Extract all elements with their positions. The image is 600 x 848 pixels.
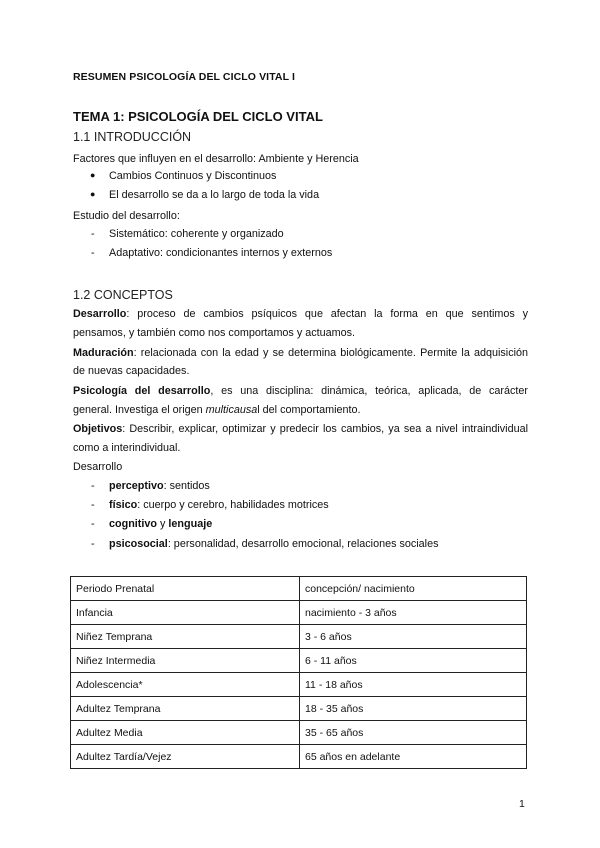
page-number: 1: [519, 798, 525, 810]
table-row: Niñez Temprana 3 - 6 años: [71, 625, 527, 649]
bullet-icon: ●: [90, 170, 96, 180]
section-heading-conceptos: 1.2 CONCEPTOS: [73, 288, 173, 302]
dash-marker: -: [91, 247, 95, 259]
tema-title: TEMA 1: PSICOLOGÍA DEL CICLO VITAL: [73, 109, 323, 124]
psicologia-definition-line2: general. Investiga el origen multicausal del comportamiento.: [73, 404, 361, 416]
section-heading-introduccion: 1.1 INTRODUCCIÓN: [73, 130, 192, 144]
dash-marker: -: [91, 518, 95, 530]
maduracion-definition-line1: Maduración: relacionada con la edad y se determina biológicamente. Permite la adquisición: [73, 347, 528, 359]
objetivos-definition-line2: como a interindividual.: [73, 442, 181, 454]
desarrollo-definition-line1: Desarrollo: proceso de cambios psíquicos que afectan la forma en que sentimos y: [73, 308, 528, 320]
objetivos-definition-line1: Objetivos: Describir, explicar, optimizar y predecir los cambios, ya sea a nivel intraindividual: [73, 423, 528, 435]
dash-marker: -: [91, 499, 95, 511]
bullet-icon: ●: [90, 189, 96, 199]
desarrollo-definition-line2: pensamos, y también como nos comportamos y actuamos.: [73, 327, 356, 339]
table-row: Periodo Prenatal concepción/ nacimiento: [71, 577, 527, 601]
table-row: Adultez Tardía/Vejez 65 años en adelante: [71, 745, 527, 769]
document-page: RESUMEN PSICOLOGÍA DEL CICLO VITAL I TEMA 1: PSICOLOGÍA DEL CICLO VITAL 1.1 INTRODUCCIÓN Factores que influyen en el desarrollo: Ambiente y Herencia ● Cambios Continuos y Discontinuos ● El desarrollo se da a lo largo de toda la vida Estudio del desarrollo: - Sistemático: coherente y organizado - Adaptativo: condicionantes internos y externos 1.2 CONCEPTOS Desarrollo: proceso de cambios psíquicos que afectan la forma en que sentimos y pensamos, y también como nos comportamos y actuamos. Maduración: relacionada con la edad y se determina biológicamente. Permite la adquisición de nuevas capacidades. Psicología del desarrollo, es una disciplina: dinámica, teórica, aplicada, de carácter general. Investiga el origen multicausal del comportamiento. Objetivos: Describir, explicar, optimizar y predecir los cambios, ya sea a nivel intraindividual como a interindividual. Desarrollo - perceptivo: sentidos - físico: cuerpo y cerebro, habilidades motrices - cognitivo y lenguaje - psicosocial: personalidad, desarrollo emocional, relaciones sociales Periodo Prenatal concepción/ nacimiento Infancia nacimiento - 3 años Niñez Temprana 3 - 6 años Niñez Intermedia 6 - 11 años Adolescencia* 11 - 18 años Adultez Temprana 18 - 35 años Adultez Media 35 - 65 años Adultez Tardía/Vejez 65 años en adelante 1: [0, 0, 600, 848]
desarrollo-label: Desarrollo: [73, 461, 123, 473]
table-row: Niñez Intermedia 6 - 11 años: [71, 649, 527, 673]
dash-marker: -: [91, 480, 95, 492]
periods-table: [70, 576, 527, 769]
table-row: Infancia nacimiento - 3 años: [71, 601, 527, 625]
document-title: RESUMEN PSICOLOGÍA DEL CICLO VITAL I: [73, 71, 295, 83]
psicologia-definition-line1: Psicología del desarrollo, es una disciplina: dinámica, teórica, aplicada, de carácter: [73, 385, 528, 397]
table-row: Adolescencia* 11 - 18 años: [71, 673, 527, 697]
table-row: Adultez Media 35 - 65 años: [71, 721, 527, 745]
table-row: Adultez Temprana 18 - 35 años: [71, 697, 527, 721]
factors-line: Factores que influyen en el desarrollo: Ambiente y Herencia: [73, 153, 359, 165]
maduracion-definition-line2: de nuevas capacidades.: [73, 365, 190, 377]
study-line: Estudio del desarrollo:: [73, 210, 180, 222]
dash-marker: -: [91, 228, 95, 240]
dash-marker: -: [91, 538, 95, 550]
